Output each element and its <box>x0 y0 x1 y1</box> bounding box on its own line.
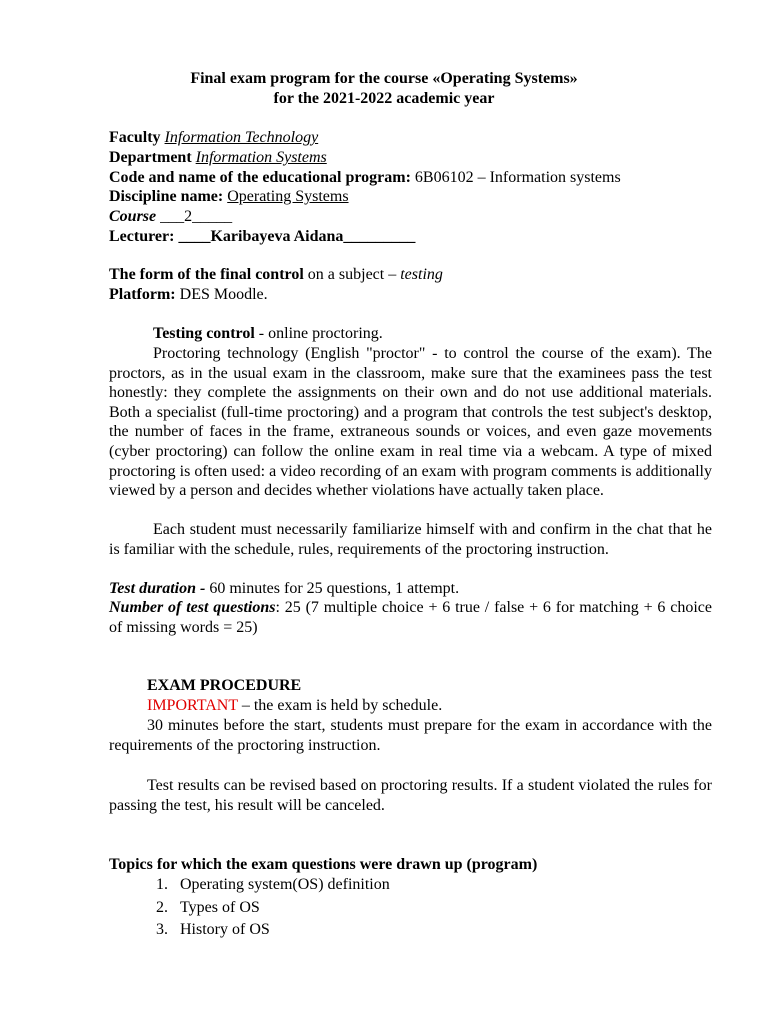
faculty-value: Information Technology <box>164 129 319 146</box>
prepare-paragraph: 30 minutes before the start, students must prepare for the exam in accordance with the requirements of the proctoring instruction. <box>109 717 712 754</box>
final-control-mid: on a subject – <box>303 266 401 283</box>
department-value: Information Systems <box>195 149 327 166</box>
discipline-value: Operating Systems <box>227 188 349 205</box>
platform-row <box>109 285 268 305</box>
testing-control-text: - online proctoring. <box>254 325 383 342</box>
exam-procedure-heading: EXAM PROCEDURE <box>147 677 302 694</box>
final-control-row <box>109 265 443 285</box>
course-value: ___2_____ <box>160 208 233 225</box>
department-row <box>109 148 327 168</box>
lecturer-value: ____Karibayeva Aidana_________ <box>178 228 416 245</box>
topics-list <box>156 874 390 942</box>
list-item <box>156 897 390 920</box>
test-duration-label: Test duration - <box>109 580 206 597</box>
faculty-label: Faculty <box>109 129 161 146</box>
lecturer-label: Lecturer: <box>109 228 175 245</box>
final-control-label: The form of the final control <box>109 266 304 283</box>
program-row <box>109 168 621 188</box>
list-item-label: Operating system(OS) definition <box>180 876 390 893</box>
proctoring-paragraph: Proctoring technology (English "proctor" - to control the course of the exam). The proctors, as in the usual exam in the classroom, make sure that the examinees pass the test honestly: they complete the assignments on their own and do not use additional materials. Both a specialist (full-time proctoring) and a program that controls the test subject's desktop, the number of faces in the frame, extraneous sounds or voices, and even gaze movements (cyber proctoring) can follow the online exam in real time via a webcam. A type of mixed proctoring is often used: a video recording of an exam with program comments is additionally viewed by a person and decides whether violations have actually taken place. <box>109 345 712 500</box>
list-item-number: 1. <box>156 876 168 893</box>
course-row <box>109 207 232 227</box>
platform-value: DES Moodle. <box>179 286 268 303</box>
faculty-row <box>109 128 318 148</box>
program-label: Code and name of the educational program: <box>109 169 411 186</box>
program-value: 6B06102 – Information systems <box>414 169 621 186</box>
discipline-label: Discipline name: <box>109 188 224 205</box>
test-duration-row <box>109 579 459 599</box>
list-item-label: History of OS <box>180 921 270 938</box>
lecturer-row <box>109 227 415 247</box>
test-questions-row <box>109 598 712 637</box>
important-row <box>147 696 442 716</box>
document-title-line2: for the 2021-2022 academic year <box>273 90 495 107</box>
important-label: IMPORTANT <box>147 697 238 714</box>
department-label: Department <box>109 149 192 166</box>
testing-control-row <box>153 324 383 344</box>
test-questions-value: : 25 (7 multiple choice + 6 true / false + 6 for matching + 6 choice of missing words = 25) <box>109 599 713 636</box>
testing-control-label: Testing control <box>153 325 255 342</box>
final-control-value: testing <box>400 266 443 283</box>
discipline-row <box>109 187 349 207</box>
list-item <box>156 874 390 897</box>
document-title-line1: Final exam program for the course «Operating Systems» <box>190 70 578 87</box>
topics-heading: Topics for which the exam questions were drawn up (program) <box>109 856 538 873</box>
course-label: Course <box>109 208 157 225</box>
list-item-label: Types of OS <box>180 898 260 916</box>
familiarize-paragraph: Each student must necessarily familiarize himself with and confirm in the chat that he is familiar with the schedule, rules, requirements of the proctoring instruction. <box>109 521 712 558</box>
results-paragraph: Test results can be revised based on proctoring results. If a student violated the rules for passing the test, his result will be canceled. <box>109 777 712 814</box>
list-item-number: 2. <box>156 898 168 916</box>
important-text: – the exam is held by schedule. <box>237 697 443 714</box>
test-duration-value: 60 minutes for 25 questions, 1 attempt. <box>205 580 460 597</box>
list-item <box>156 919 390 942</box>
list-item-number: 3. <box>156 921 168 938</box>
platform-label: Platform: <box>109 286 176 303</box>
test-questions-label: Number of test questions <box>109 599 276 616</box>
